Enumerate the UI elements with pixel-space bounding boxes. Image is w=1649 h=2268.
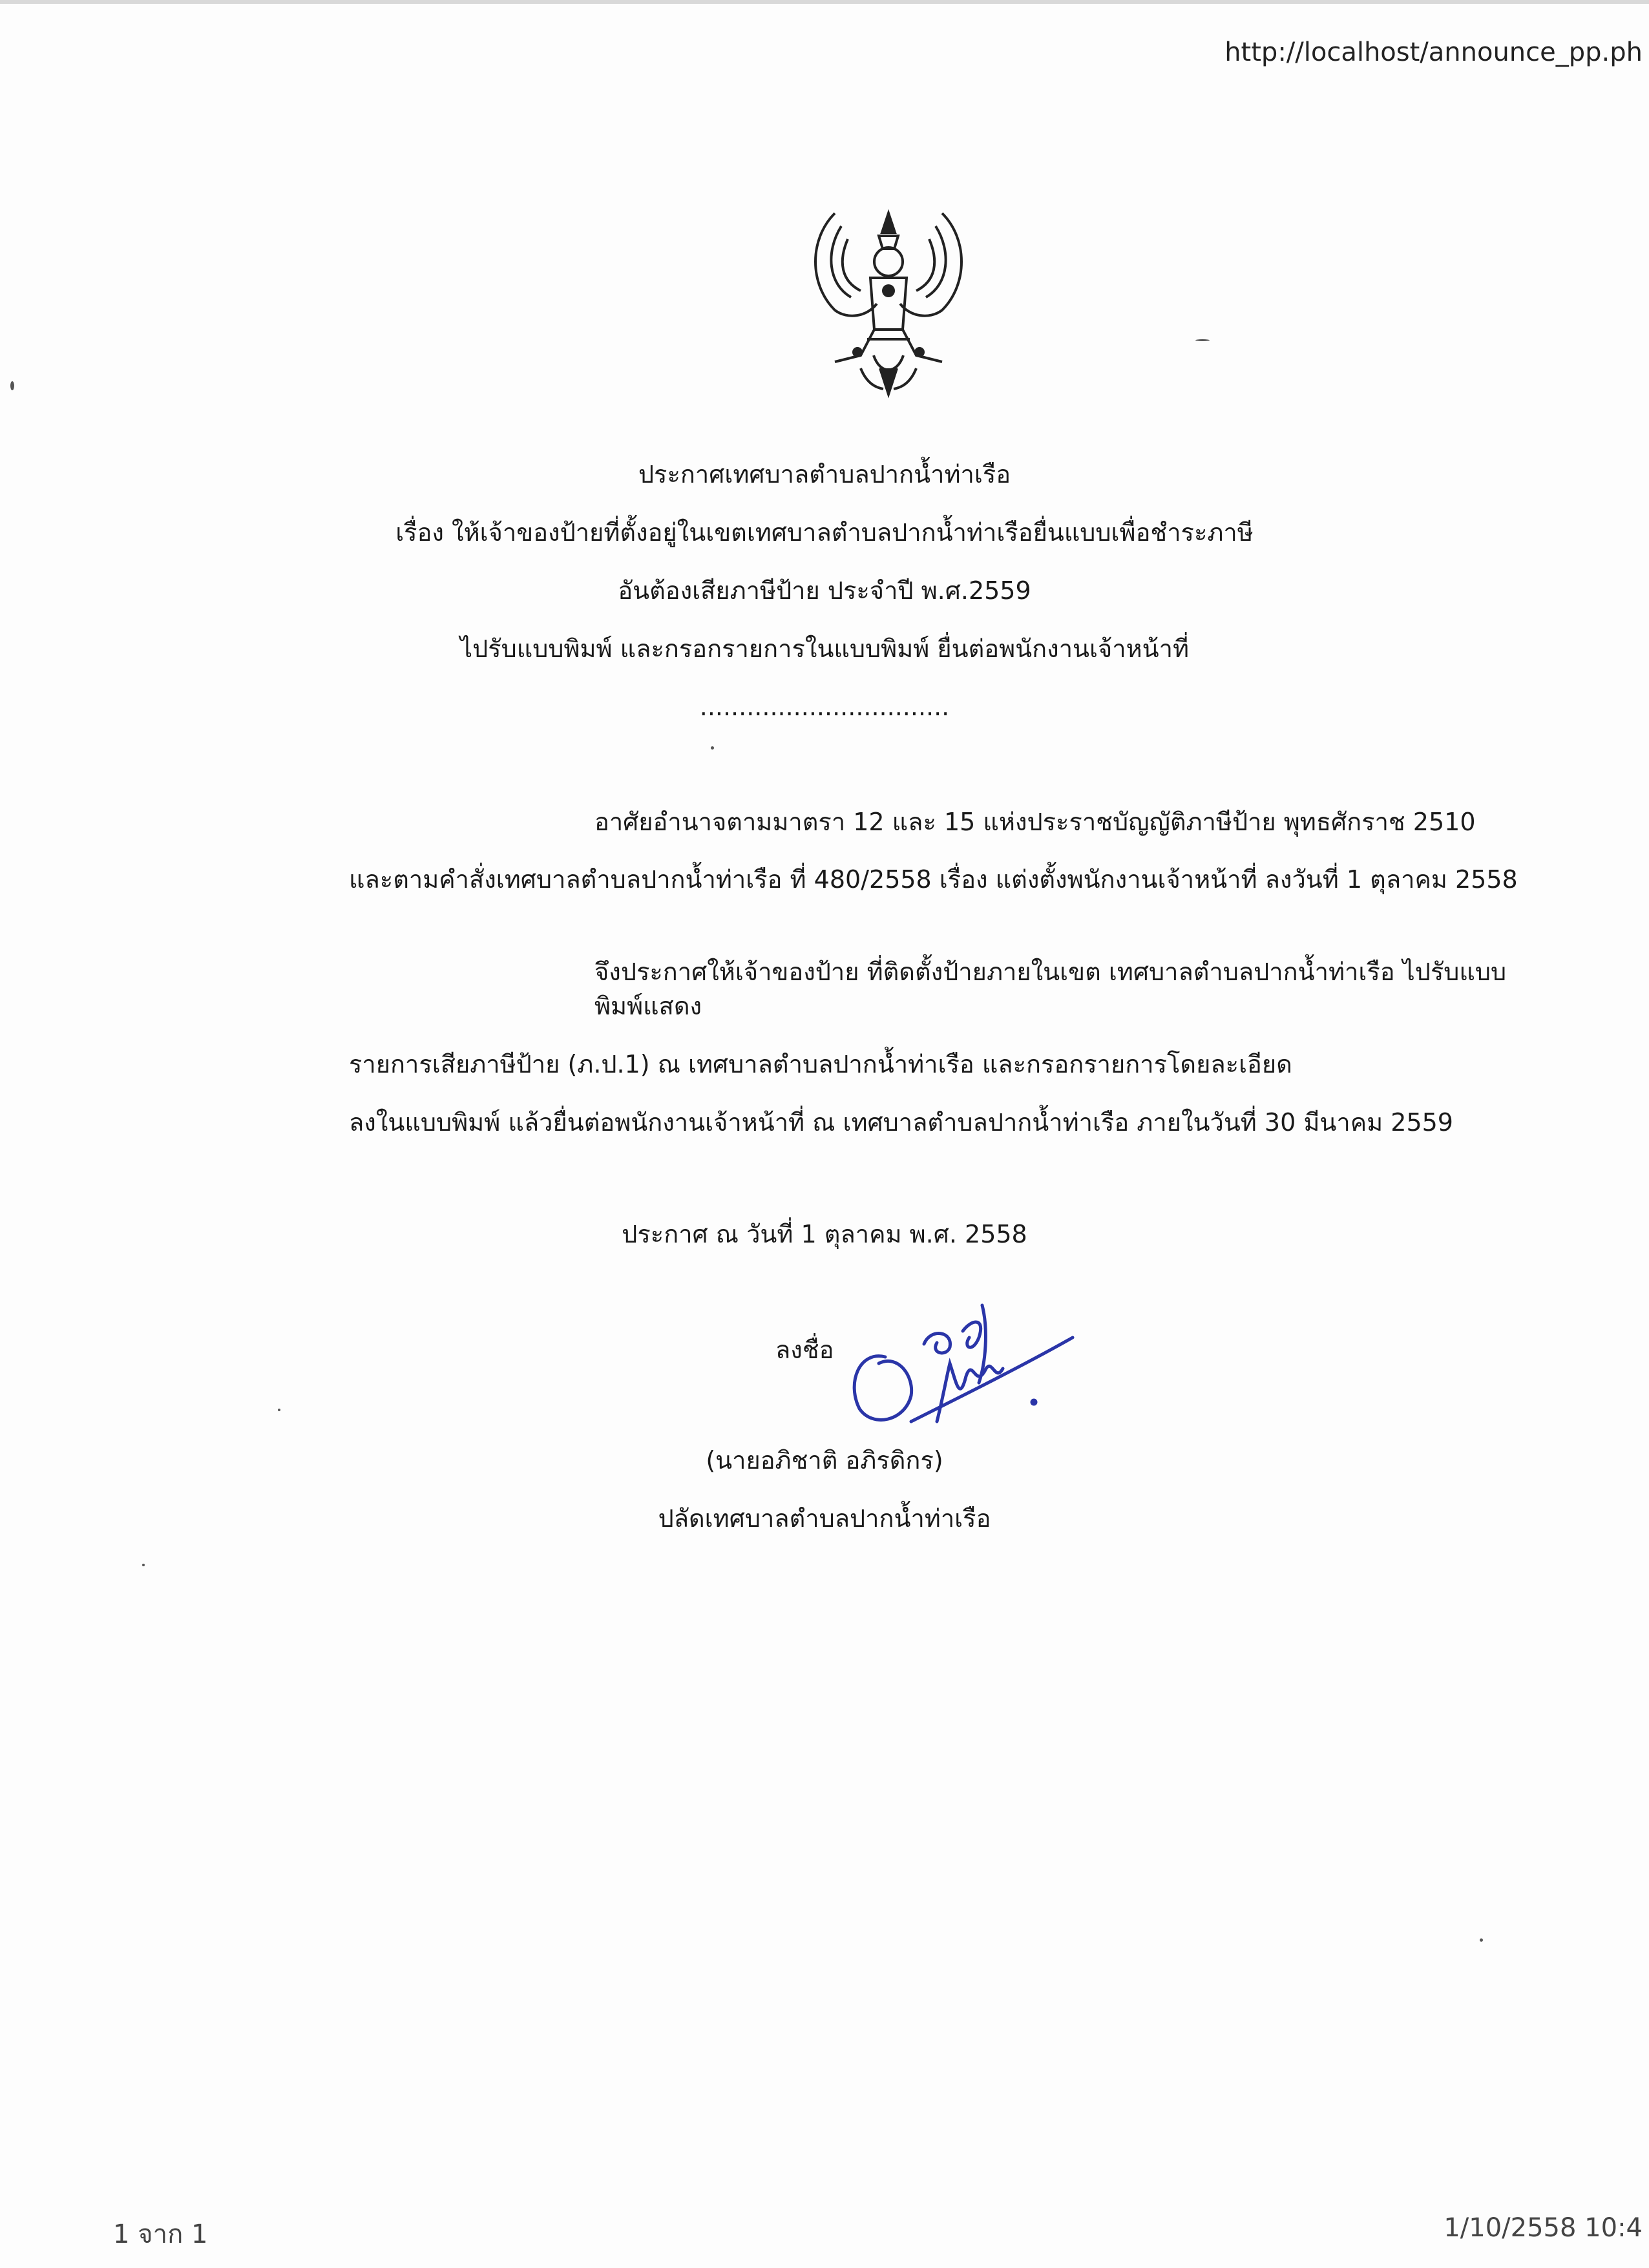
scan-speck xyxy=(10,381,14,390)
page-number: 1 จาก 1 xyxy=(113,2220,208,2249)
scan-top-edge xyxy=(0,0,1649,4)
garuda-emblem-icon xyxy=(796,200,981,401)
scan-speck xyxy=(142,1564,145,1566)
announcement-subject-line3: ไปรับแบบพิมพ์ และกรอกรายการในแบบพิมพ์ ยื่นต่อพนักงานเจ้าหน้าที่ xyxy=(459,635,1190,663)
print-datetime: 1/10/2558 10:4 xyxy=(1444,2213,1643,2243)
signatory-position: ปลัดเทศบาลตำบลปากน้ำท่าเรือ xyxy=(658,1504,991,1533)
signature-label: ลงชื่อ xyxy=(775,1336,834,1364)
page-url: http://localhost/announce_pp.ph xyxy=(1224,37,1643,67)
announcement-subject-line2: อันต้องเสียภาษีป้าย ประจำปี พ.ศ.2559 xyxy=(618,576,1031,605)
paragraph-tax-form: รายการเสียภาษีป้าย (ภ.ป.1) ณ เทศบาลตำบลปากน้ำท่าเรือ และกรอกรายการโดยละเอียด xyxy=(349,1050,1292,1078)
paragraph-authority: อาศัยอำนาจตามมาตรา 12 และ 15 แห่งประราชบัญญัติภาษีป้าย พุทธศักราช 2510 xyxy=(594,808,1476,836)
scan-speck xyxy=(711,746,714,750)
announcement-date: ประกาศ ณ วันที่ 1 ตุลาคม พ.ศ. 2558 xyxy=(622,1220,1027,1248)
paragraph-order: และตามคำสั่งเทศบาลตำบลปากน้ำท่าเรือ ที่ 480/2558 เรื่อง แต่งตั้งพนักงานเจ้าหน้าที่ ลงวันที่ 1 ตุลาคม 2558 xyxy=(349,865,1518,894)
title-separator: ................................ xyxy=(699,693,950,721)
signatory-name: (นายอภิชาติ อภิรดิกร) xyxy=(706,1446,943,1475)
announcement-subject: เรื่อง ให้เจ้าของป้ายที่ตั้งอยู่ในเขตเทศบาลตำบลปากน้ำท่าเรือยื่นแบบเพื่อชำระภาษี xyxy=(395,518,1254,547)
announcement-title: ประกาศเทศบาลตำบลปากน้ำท่าเรือ xyxy=(638,460,1011,488)
handwritten-signature xyxy=(834,1292,1105,1434)
scan-speck xyxy=(1480,1938,1483,1942)
scan-speck xyxy=(278,1409,280,1411)
paragraph-announcement: จึงประกาศให้เจ้าของป้าย ที่ติดตั้งป้ายภายในเขต เทศบาลตำบลปากน้ำท่าเรือ ไปรับแบบพิมพ์แสดง xyxy=(594,958,1507,1021)
scan-speck xyxy=(1195,339,1210,341)
paragraph-deadline: ลงในแบบพิมพ์ แล้วยื่นต่อพนักงานเจ้าหน้าที่ ณ เทศบาลตำบลปากน้ำท่าเรือ ภายในวันที่ 30 มีนาคม 2559 xyxy=(349,1108,1453,1137)
